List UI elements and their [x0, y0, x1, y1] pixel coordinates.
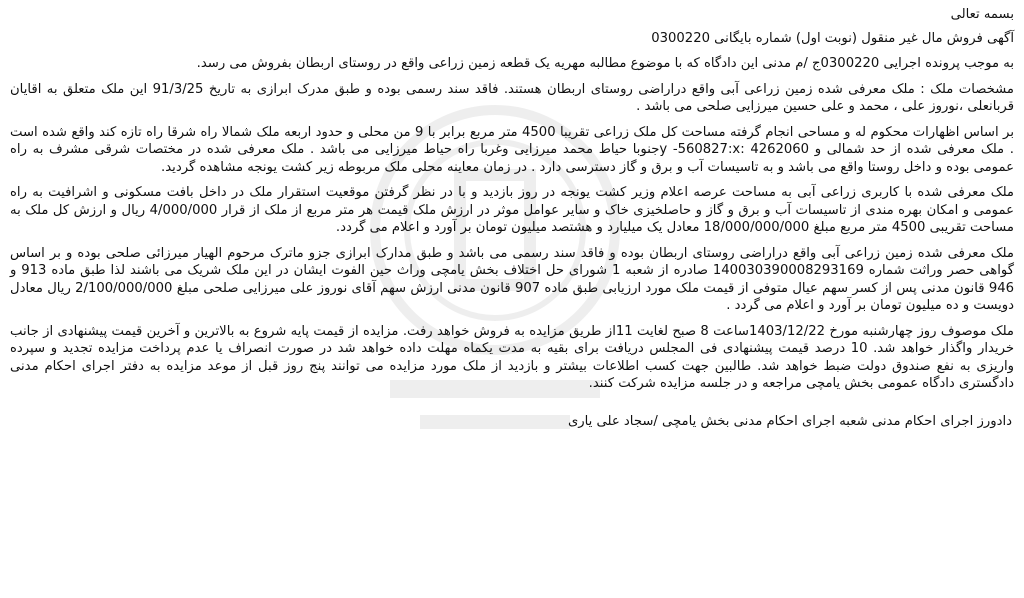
notice-content: [10, 6, 1014, 430]
survey-paragraph: بر اساس اظهارات محکوم له و مساحی انجام گرفته مساحت کل ملک زراعی تقریبا 4500 متر مربع برابر با 9 من محلی و حدود اربعه ملک شمالا راه شرقا راه تازه کند واقع شده است . ملک معرفی شده از حد شمالی و 4262060 :y -560827:xجنوبا حیاط محمد میرزایی وغربا راه حیاط میرزایی می باشد . ملک معرفی شده در مختصات شرقی مشرف به راه عمومی بوده و داخل روستا واقع می باشد و به تاسیسات آب و برق و گاز دسترسی دارد . در زمان معاینه محلی ملک مربوطه زیر کشت یونجه مشاهده گردید.: [10, 124, 1014, 175]
inheritance-paragraph: ملک معرفی شده زمین زراعی آبی واقع دراراضی روستای اربطان بوده و فاقد سند رسمی می باشد و طبق مدارک ابرازی جزو ماترک مرحوم الهیار میرزائی صلحی بوده و بر اساس گواهی حصر وراثت شماره 140030390008293169 صادره از شعبه 1 شورای حل اختلاف بخش یامچی وراث حین الفوت ایشان در این ملک شریک می باشند لذا طبق ماده 913 و 946 قانون مدنی پس از کسر سهم عیال متوفی از قیمت ملک مورد ارزیابی طبق ماده 907 قانون مدنی ارزش سهم آقای نوروز علی میرزایی صلحی مبلغ 2/100/000/000 ریال معادل دویست و ده میلیون تومان بر آورد و اعلام می گردد .: [10, 245, 1014, 313]
auction-paragraph: ملک موصوف روز چهارشنبه مورخ 1403/12/22ساعت 8 صبح لغایت 11از طریق مزایده به فروش خواهد رفت. مزایده از قیمت پایه شروع به بالاترین و آخرین قیمت پیشنهادی از جانب خریدار واگذار خواهد شد. 10 درصد قیمت پیشنهادی فی المجلس دریافت برای بقیه به مدت یکماه مهلت داده خواهد شد در صورت انصراف یا عدم پرداخت مزایده تجدید و سپرده واریزی به نفع صندوق دولت ضبط خواهد شد. طالبین جهت کسب اطلاعات بیشتر و بازدید از ملک مورد مزایده می توانند پنج روز قبل از موعد مزایده به دفتر اجرای احکام مدنی دادگستری دادگاه عمومی بخش یامچی مراجعه و در جلسه مزایده شرکت کنند.: [10, 323, 1014, 391]
property-spec-paragraph: مشخصات ملک : ملک معرفی شده زمین زراعی آبی واقع دراراضی روستای اربطان هستند. فاقد سند رسمی بوده و طبق مدرک ابرازی به تاریخ 91/3/25 این ملک متعلق به اقایان قربانعلی ،نوروز علی ، محمد و علی حسین میرزایی صلحی می باشد .: [10, 81, 1014, 114]
valuation-paragraph: ملک معرفی شده با کاربری زراعی آبی به مساحت عرصه اعلام وزیر کشت یونجه در روز بازدید و با در نظر گرفتن موقعیت استقرار ملک در داخل بافت مسکونی و اشرافیت به راه عمومی و امکان بهره مندی از تاسیسات آب و برق و گاز و حاصلخیزی خاک و سایر عوامل موثر در ارزش ملک قیمت هر متر مربع از ملک از قرار 4/000/000 ریال و ارزش کل ملک به مساحت تقریبی 4500 متر مربع مبلغ 18/000/000/000 معادل یک میلیارد و هشتصد میلیون تومان بر آورد و اعلام می گردد.: [10, 185, 1014, 235]
notice-title: آگهی فروش مال غیر منقول (نوبت اول) شماره بایگانی 0300220: [651, 30, 1014, 46]
bismillah-heading: بسمه تعالی: [950, 7, 1014, 22]
signature-line: دادورز اجرای احکام مدنی شعبه اجرای احکام مدنی بخش یامچی /سجاد علی یاری: [567, 413, 1012, 429]
intro-paragraph: به موجب پرونده اجرایی 0300220ج /م مدنی این دادگاه که با موضوع مطالبه مهریه یک قطعه زمین زراعی واقع در روستای اربطان بفروش می رسد.: [196, 56, 1014, 71]
